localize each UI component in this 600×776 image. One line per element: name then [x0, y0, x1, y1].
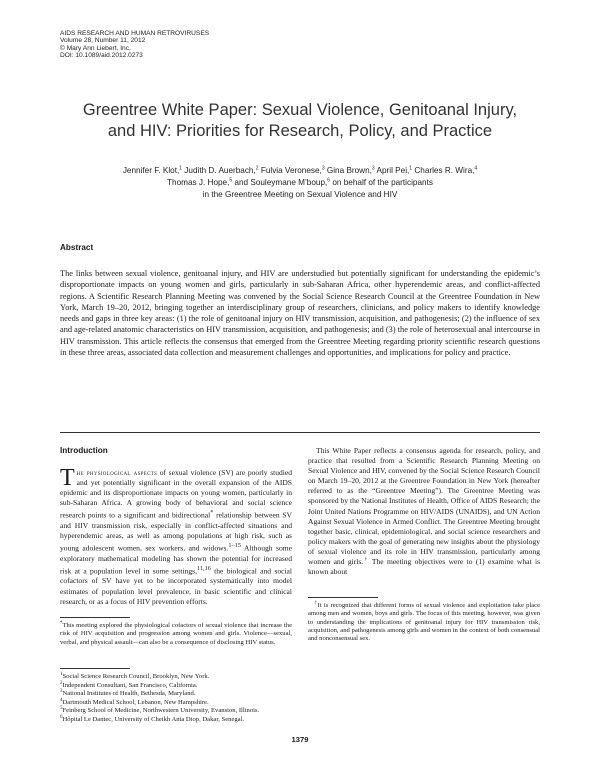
affiliation-text: Dartmouth Medical School, Lebanon, New Hampshire. [62, 698, 209, 706]
journal-volume: Volume 28, Number 11, 2012 [60, 37, 146, 45]
author-note: on behalf of the participants [330, 178, 433, 188]
affiliation-text: National Institutes of Health, Bethesda, Maryland. [62, 690, 196, 697]
affiliation-number: 4 [60, 697, 63, 703]
citation: 11,16 [196, 564, 211, 572]
affiliation-mark: 4 [474, 165, 478, 172]
footnote-dagger-text [308, 602, 540, 643]
footnote-body: This meeting explored the physiological cofactors of sexual violence that increase the risk of HIV acquisition and progression among women and girls. Violence—sexual, verbal, and physical assault—can also be a consequence of disclosing HIV status. [60, 622, 292, 646]
lead-in-smallcaps: he physiological aspects [76, 468, 158, 477]
affiliation-text: Hôpital Le Dantec, University of Cheikh Anta Diop, Dakar, Senegal. [62, 715, 245, 723]
introduction-heading: Introduction [60, 446, 108, 455]
introduction-right-column [308, 446, 540, 577]
title-line-2: and HIV: Priorities for Research, Policy, and Practice [107, 122, 493, 140]
footnote-body: It is recognized that different forms of sexual violence and exploitation take place among men and women, boys and girls. The focus of this meeting, however, was given to understanding the implications of genitoanal injury for HIV transmission risk, acquisition, and pathogenesis among girls and women in the context of both consensual and nonconsensual sex. [308, 602, 541, 643]
footnote-mark: † [363, 557, 369, 563]
author-list [60, 165, 540, 202]
author: Fulvia Veronese, [258, 166, 322, 175]
affiliation-mark: 1 [179, 165, 183, 172]
affiliation-number: 5 [60, 705, 63, 711]
author: April Pei, [374, 166, 410, 175]
affiliation-text: Independent Consultant, San Francisco, California. [62, 681, 198, 689]
affiliation-text: Feinberg School of Medicine, Northwestern University, Evanston, Illinois. [62, 707, 260, 714]
affiliation-mark: 3 [321, 165, 325, 172]
title-line-1: Greentree White Paper: Sexual Violence, Genitoanal Injury, [82, 101, 518, 119]
author: and Souleymane M’boup, [232, 178, 328, 188]
affiliation-mark: 5 [229, 177, 233, 184]
body-text: This White Paper reflects a consensus agenda for research, policy, and practice that resulted from a Scientific Research Planning Meeting on Sexual Violence and HIV, convened by the Social Science Research Council on March 19–20, 2012 at the Greentree Foundation in New York (hereafter referred to as the “Greentree Meeting”). The Greentree Meeting was sponsored by the National Institutes of Health, Office of AIDS Research; the Joint United Nations Programme on HIV/AIDS (UNAIDS), and UN Action Against Sexual Violence in Armed Conflict. The Greentree Meeting brought together basic, clinical, epidemiological, and social science researchers and policy makers with the goal of generating new insights about the physiology of sexual violence and its role in HIV transmission, particularly among women and girls. [308, 446, 540, 567]
footnote-mark: † [314, 600, 318, 606]
body-text: The meeting objectives were to (1) examine what is known about [308, 557, 541, 577]
body-text: the biological and social cofactors of SV have yet to be incorporated systematically into model estimates of population level prevalence, in basic scientific and clinical research, or as a focus of HIV prevention efforts. [60, 566, 292, 606]
affiliation-number: 2 [60, 680, 63, 686]
footnote-dagger [308, 597, 540, 643]
author-line-1 [60, 165, 540, 177]
abstract-heading: Abstract [60, 243, 94, 252]
introduction-left-column [60, 465, 292, 607]
affiliation-item [60, 699, 420, 708]
author: Charles R. Wira, [412, 166, 475, 175]
article-title [40, 100, 560, 142]
journal-header [60, 30, 360, 59]
author-line-2 [60, 177, 540, 189]
body-text: of sexual violence (SV) are poorly studied and yet potentially significant in the overall expansion of the AIDS epidemic and its disproportionate impacts on young women, particularly in sub-Saharan Africa. A growing body of behavioral and social science research points to a significant and bidirectional [60, 468, 292, 520]
affiliation-item [60, 707, 420, 716]
affiliations [60, 668, 420, 724]
affiliation-item [60, 682, 420, 691]
drop-cap: T [60, 465, 75, 491]
citation: 1–15 [228, 542, 241, 550]
affiliation-mark: 2 [255, 165, 259, 172]
body-text: Although some exploratory mathematical modeling has shown the potential for increased risk at a population level in some settings, [60, 543, 292, 576]
affiliation-rule [60, 668, 130, 669]
section-divider [60, 432, 540, 433]
footnote-star-text [60, 622, 292, 647]
affiliation-item [60, 690, 420, 699]
affiliation-mark: 1 [409, 165, 413, 172]
affiliation-number: 1 [60, 671, 63, 677]
affiliation-mark: 3 [371, 165, 375, 172]
author: Gina Brown, [324, 166, 372, 175]
affiliation-item [60, 673, 420, 682]
author-line-3: in the Greentree Meeting on Sexual Violence and HIV [202, 190, 398, 200]
copyright-line: © Mary Ann Liebert, Inc. [60, 44, 131, 52]
abstract-text: The links between sexual violence, genitoanal injury, and HIV are understudied but potentially significant for understanding the epidemic’s disproportionate impacts on young women and girls, particularly in sub-Saharan Africa, other hyperendemic areas, and conflict-affected regions. A Scientific Research Planning Meeting was convened by the Social Science Research Council at the Greentree Foundation in New York, March 19–20, 2012, bringing together an interdisciplinary group of researchers, clinicians, and policy makers to identify knowledge needs and gaps in three key areas: (1) the role of genitoanal injury on HIV transmission, acquisition, and pathogenesis; (2) the influence of sex and age-related anatomic characteristics on HIV transmission, acquisition, and pathogenesis; and (3) the role of heterosexual anal intercourse in HIV transmission. This article reflects the consensus that emerged from the Greentree Meeting regarding priority scientific research questions in these three areas, associated data collection and measurement challenges and opportunities, and implications for policy and practice. [60, 269, 540, 358]
affiliation-number: 6 [60, 714, 63, 720]
author: Thomas J. Hope, [167, 178, 230, 188]
author: Jennifer F. Klot, [122, 166, 180, 175]
author: Judith D. Auerbach, [182, 166, 256, 175]
footnote-mark: * [60, 620, 63, 626]
affiliation-text: Social Science Research Council, Brooklyn, New York. [62, 673, 210, 680]
doi-line: DOI: 10.1089/aid.2012.0273 [60, 51, 143, 59]
affiliation-mark: 6 [327, 177, 331, 184]
journal-name: AIDS RESEARCH AND HUMAN RETROVIRUSES [60, 30, 210, 37]
page-number: 1379 [291, 735, 309, 744]
footnote-star [60, 617, 292, 647]
affiliation-number: 3 [60, 688, 63, 694]
body-text: relationship between SV and HIV transmission risk, especially in conflict-affected situations and hyperendemic areas, as well as among populations at high risk, such as young adolescent women, sex workers, and widows. [60, 510, 292, 553]
affiliation-item [60, 716, 420, 725]
footnote-rule [308, 597, 378, 598]
footnote-rule [60, 617, 130, 618]
footnote-mark: * [210, 509, 214, 517]
